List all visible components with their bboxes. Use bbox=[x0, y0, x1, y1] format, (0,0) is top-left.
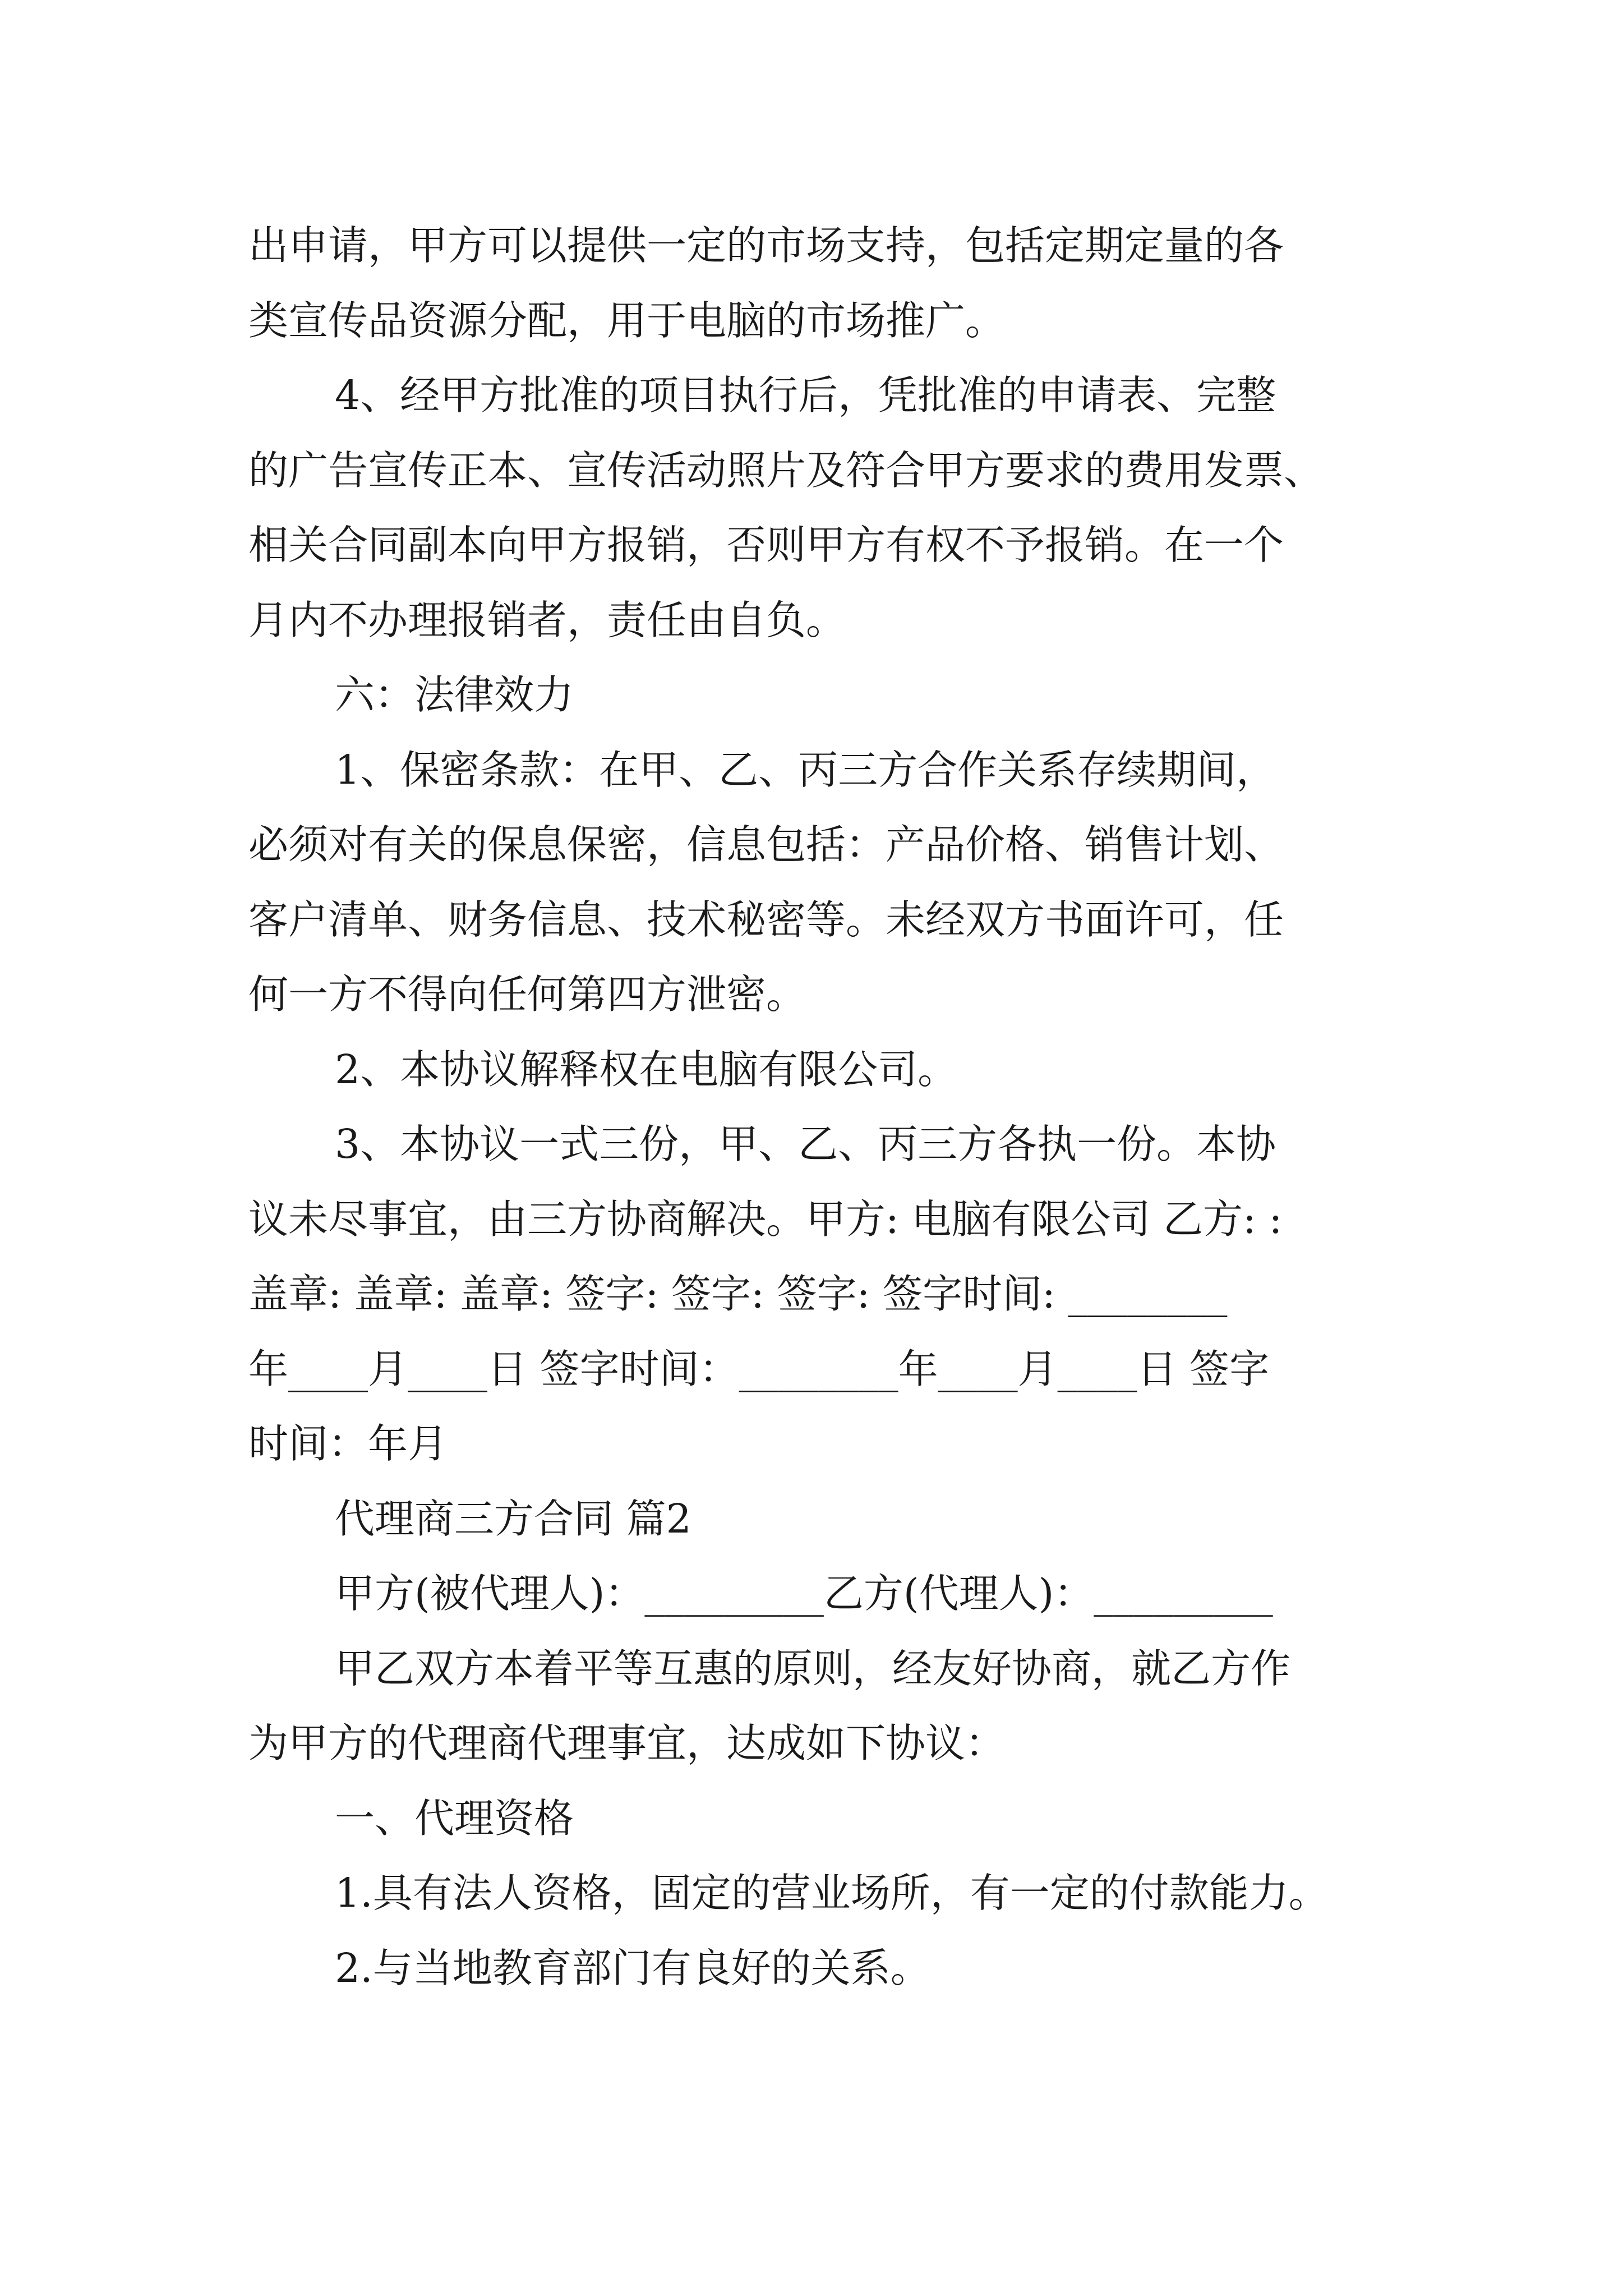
paragraph-line: 为甲方的代理商代理事宜，达成如下协议： bbox=[248, 1720, 1006, 1766]
paragraph-line: 议未尽事宜，由三方协商解决。甲方: 电脑有限公司 乙方: : bbox=[248, 1196, 1283, 1243]
paragraph-line: 的广告宣传正本、宣传活动照片及符合甲方要求的费用发票、 bbox=[248, 447, 1324, 494]
section-heading: 六：法律效力 bbox=[335, 671, 574, 718]
paragraph-line: 相关合同副本向甲方报销，否则甲方有权不予报销。在一个 bbox=[248, 522, 1284, 568]
paragraph-line: 出申请，甲方可以提供一定的市场支持，包括定期定量的各 bbox=[248, 222, 1284, 269]
paragraph-line: 何一方不得向任何第四方泄密。 bbox=[248, 971, 806, 1018]
paragraph-line: 客户清单、财务信息、技术秘密等。未经双方书面许可，任 bbox=[248, 896, 1284, 943]
list-item: 1.具有法人资格，固定的营业场所，有一定的付款能力。 bbox=[335, 1870, 1329, 1916]
paragraph-line: 4、经甲方批准的项目执行后，凭批准的申请表、完整 bbox=[335, 372, 1276, 418]
signature-date-line: 年____月____日 签字时间：________年____月____日 签字 bbox=[248, 1346, 1270, 1392]
paragraph-line: 甲乙双方本着平等互惠的原则，经友好协商，就乙方作 bbox=[335, 1645, 1291, 1692]
section-heading: 一、代理资格 bbox=[335, 1795, 574, 1842]
parties-line: 甲方(被代理人)：_________乙方(代理人)：_________ bbox=[335, 1570, 1273, 1617]
paragraph-line: 类宣传品资源分配，用于电脑的市场推广。 bbox=[248, 297, 1006, 344]
paragraph-line: 2、本协议解释权在电脑有限公司。 bbox=[335, 1046, 958, 1093]
paragraph-line: 月内不办理报销者，责任由自负。 bbox=[248, 597, 846, 643]
signature-line: 盖章: 盖章: 盖章: 签字: 签字: 签字: 签字时间: ________ bbox=[248, 1271, 1228, 1317]
list-item: 2.与当地教育部门有良好的关系。 bbox=[335, 1945, 930, 1991]
paragraph-line: 必须对有关的保息保密，信息包括：产品价格、销售计划、 bbox=[248, 821, 1284, 868]
paragraph-line: 1、保密条款：在甲、乙、丙三方合作关系存续期间， bbox=[335, 747, 1276, 793]
paragraph-line: 3、本协议一式三份，甲、乙、丙三方各执一份。本协 bbox=[335, 1121, 1276, 1167]
section-title: 代理商三方合同 篇2 bbox=[335, 1496, 691, 1542]
paragraph-line: 时间：年月 bbox=[248, 1420, 448, 1467]
